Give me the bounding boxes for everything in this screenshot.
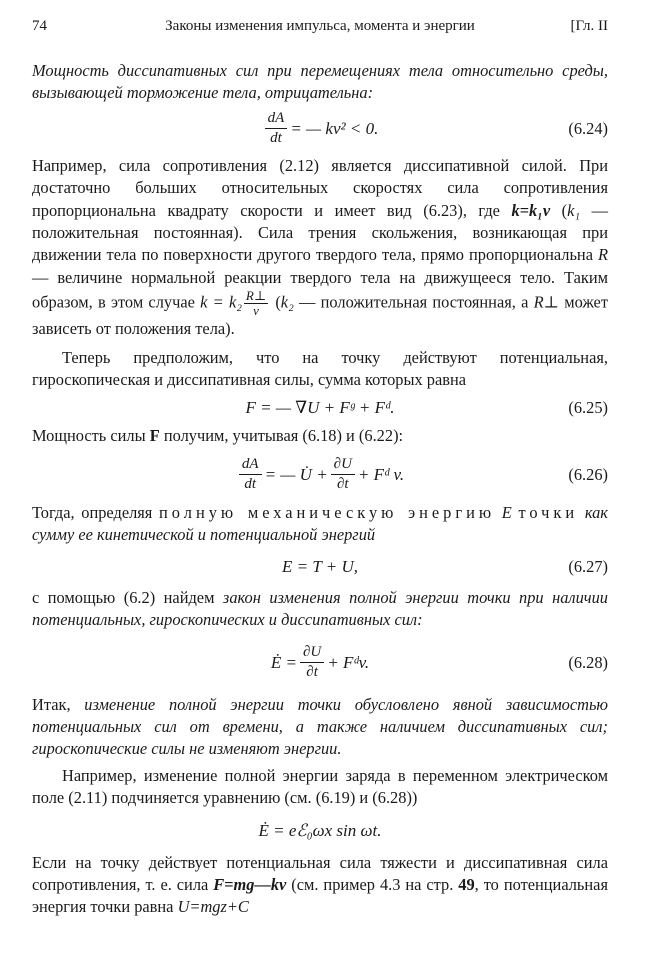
- text-spaced: точки: [518, 502, 579, 522]
- equation-number: (6.25): [568, 398, 608, 418]
- equation-body: E = T + U,: [281, 556, 358, 576]
- paragraph-power-of-force: Мощность силы F получим, учитывая (6.18) и (6.22):: [32, 426, 404, 446]
- fraction-dA-dt: $\frac{dA}{dt}$: [239, 455, 262, 494]
- paragraph-energy-law: с помощью (6.2) найдем закон изменения полной энергии точки при наличии потенциальных, гироскопических и диссипативных сил:: [32, 587, 608, 630]
- math-R-perp: R⊥: [533, 292, 560, 312]
- math-k1: k₁: [567, 200, 581, 220]
- page-ref: 49: [458, 874, 475, 894]
- paragraph-conclusion: Итак, изменение полной энергии точки обусловлено явной зависимостью потенциальных сил от времени, а также наличием диссипативных сил; гироскопические силы не изменяют энергии.: [32, 694, 608, 759]
- equation-rhs: = — kv² < 0.: [290, 118, 379, 138]
- paragraph-charge-example: Например, изменение полной энергии заряда в переменном электрическом поле (2.11) подчиняется уравнению (см. (6.19) и (6.28)): [32, 765, 608, 808]
- running-header: [32, 18, 608, 42]
- fraction-dA-dt: $\frac{dA}{dt}$: [265, 109, 288, 148]
- equation-number: (6.27): [568, 556, 608, 576]
- math-k-k2: k = k₂: [200, 292, 242, 312]
- math-E: E: [501, 502, 512, 522]
- paragraph-sum-of-forces: Теперь предположим, что на точку действуют потенциальная, гироскопическая и диссипативная силы, сумма которых равна: [32, 347, 608, 390]
- equation-6-27: [32, 547, 608, 587]
- paragraph-dissipative-power: [32, 60, 608, 105]
- equation-body: F = — ∇U + Fᵍ + Fᵈ.: [245, 398, 395, 418]
- equation-body: Ė = eℰ₀ωx sin ωt.: [258, 820, 382, 840]
- equation-number: (6.26): [568, 464, 608, 484]
- equation-6-26: [32, 448, 608, 502]
- fraction-dU-dt: $\frac{\partial U}{\partial t}$: [300, 643, 324, 682]
- equation-tail: + Fᵈ v.: [357, 464, 405, 484]
- equation-6-25: [32, 391, 608, 425]
- math-U-mgz-C: U=mgz+C: [177, 897, 249, 917]
- paragraph-resistance-example: Например, сила сопротивления (2.12) является диссипативной силой. При достаточно больших относительных скоростях сила сопротивления пропорциональна квадрату скорости и имеет вид (6.23), где k=k₁v (k₁ — положительная постоянная). Сила трения скольжения, возникающая при движении тела по поверхности другого твердого тела, прямо пропорциональна R — величине нормальной реакции твердого тела на движущееся тело. Таким образом, в этом случае k = k₂ $\frac{R\perp}{v}$ (k₂ — положительная постоянная, а R⊥ может зависеть от положения тела).: [32, 155, 608, 339]
- equation-number: (6.28): [568, 652, 608, 672]
- equation-6-24: [32, 105, 608, 153]
- text-italic: изменение полной энергии точки обусловлено явной зависимостью потенциальных сил от времени, а также наличием диссипативных сил; гироскопические силы не изменяют энергии.: [32, 694, 608, 759]
- math-F: F: [149, 426, 160, 446]
- fraction-dU-dt: $\frac{\partial U}{\partial t}$: [331, 455, 355, 494]
- math-k2: k₂: [280, 292, 294, 312]
- running-title: Законы изменения импульса, момента и энергии: [165, 18, 475, 34]
- equation-example: [32, 810, 608, 852]
- page-number: 74: [32, 18, 47, 34]
- equation-mid: = — U̇ +: [264, 464, 328, 484]
- text-italic: как сумму ее кинетической и потенциальной энергий: [32, 502, 608, 545]
- math-F-mg-kv: F=mg—kv: [213, 874, 287, 894]
- text-italic: закон изменения полной энергии точки при наличии потенциальных, гироскопических и диссипативных сил:: [32, 587, 608, 630]
- equation-number: (6.24): [568, 118, 608, 138]
- math-R: R: [597, 245, 608, 265]
- math-k-k1v: k=k₁v: [511, 200, 551, 220]
- text-italic: Мощность диссипативных сил при перемещениях тела относительно среды, вызывающей торможение тела, отрицательна:: [32, 61, 608, 103]
- fraction-R-v: $\frac{R\perp}{v}$: [245, 288, 267, 319]
- chapter-label: [Гл. II: [570, 18, 608, 34]
- paragraph-total-energy-def: Тогда, определяя полную механическую энергию E точки как сумму ее кинетической и потенциальной энергий: [32, 502, 608, 545]
- equation-6-28: [32, 632, 608, 694]
- equation-tail: + Fᵈv.: [327, 652, 370, 672]
- equation-lhs: Ė =: [270, 652, 297, 672]
- text-spaced: полную механическую энергию: [159, 502, 496, 522]
- page: [32, 18, 608, 919]
- paragraph-gravity-example: Если на точку действует потенциальная сила тяжести и диссипативная сила сопротивления, т. е. сила F=mg—kv (см. пример 4.3 на стр. 49, то потенциальная энергия точки равна U=mgz+C: [32, 852, 608, 917]
